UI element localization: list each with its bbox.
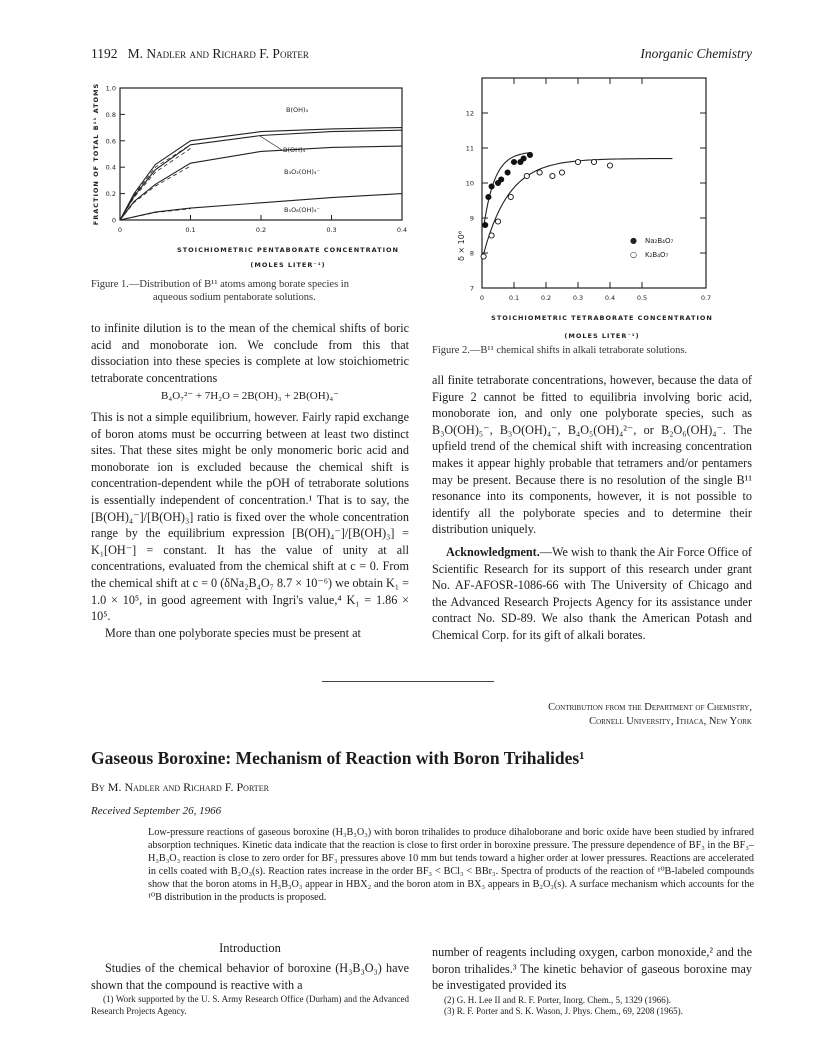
received-date: Received September 26, 1966 [91,805,222,817]
x-tick-label: 0.2 [255,226,267,234]
curve-solid-1 [120,130,402,220]
acknowledgment-body: —We wish to thank the Air Force Office of Scientific Research for its support of this research under grant No. AF-AFOSR-1086-66 with The University of Chicago and the Advanced Research Projects Agency for its assistance under contract No. SD-89. We also thank the American Potash and Chemical Corp. for its gift of alkali borates. [432,544,752,642]
point-k2b4o7 [559,170,564,175]
x-tick-label: 0.4 [396,226,408,234]
right-column [432,372,752,644]
y-tick-label: 10 [465,179,474,188]
curve-solid-2 [120,146,402,220]
y-tick-label: 0.4 [105,163,116,172]
fit-curve-na [484,153,532,228]
point-na2b4o7 [486,194,491,199]
curve-label-b3o3: B₃O₃(OH)₄⁻ [284,168,320,176]
x-tick-label: 0.3 [326,226,337,234]
left-paragraph-1: to infinite dilution is to the mean of the chemical shifts of boric acid and monoborate ion. We conclude from this that dissociation into these species is complete at low stoichiometric tetraborate concentrations [91,321,409,385]
y-tick-label: 7 [469,284,474,293]
left-paragraph-2: This is not a simple equilibrium, however. Fairly rapid exchange of boron atoms must be occurring between at least two distinct sites. That these sites might be only monomeric boric acid and monoborate ion is excluded because the chemical shift is concentration-dependent while the pOH of tetraborate solutions is essentially independent of concentration.¹ That is to say, the [B(OH)₄⁻]/[B(OH)₃] ratio is fixed over the whole concentration range by the equilibrium expression [B(OH)₄⁻]/[B(OH)₃] = K₁[OH⁻] = constant. It has the value of unity at all concentrations, evaluated from the chemical shift at c = 0. From the chemical shift at c = 0 (δNa₂B₄O₇ 8.7 × 10⁻⁶) we obtain K₁ = 1.0 × 10⁵, in good agreement with Ingri's value,⁴ K₁ = 1.86 × 10⁵. [91,409,409,624]
point-na2b4o7 [499,177,504,182]
left-paragraph-3: More than one polyborate species must be present at [105,625,361,640]
acknowledgment-title: Acknowledgment. [446,544,540,559]
equation-1: B₄O₇²⁻ + 7H₂O = 2B(OH)₃ + 2B(OH)₄⁻ [161,390,339,403]
curve-label-pointer [260,136,282,150]
figure-1-curves [120,128,402,220]
figure-2-plot-frame [482,78,706,288]
point-na2b4o7 [505,170,510,175]
point-k2b4o7 [524,173,529,178]
curve-dashed-0 [120,145,191,220]
acknowledgment [432,544,752,644]
figure-1-y-ticks [106,85,125,225]
x-tick-label: 0.7 [700,294,712,302]
article-byline: By M. Nadler and Richard F. Porter [91,780,269,794]
article-title: Gaseous Boroxine: Mechanism of Reaction with Boron Trihalides¹ [91,748,585,768]
header-authors: M. Nadler and Richard F. Porter [127,46,309,61]
figure-2-x-units: (MOLES LITER⁻¹) [564,332,640,340]
figure-1-caption: Figure 1.—Distribution of B¹¹ atoms among borate species in aqueous sodium pentaborate solutions. [91,279,349,303]
curve-label-boh3: B(OH)₃ [286,106,309,114]
point-k2b4o7 [537,170,542,175]
legend-label-k: K₂B₄O₇ [645,251,669,259]
left-column [91,320,409,641]
y-tick-label: 0.8 [105,110,116,119]
section-divider [322,681,494,682]
right-paragraph-1: all finite tetraborate concentrations, however, because the data of Figure 2 cannot be fitted to equilibria involving boric acid, monoborate ion, and only one polyborate species, such as B₃O(OH)₅⁻, B₃O(OH)₄⁻, B₄O₅(OH)₄²⁻, or B₂O₆(OH)₄⁻. The upfield trend of the chemical shift with increasing concentration makes it appear highly probable that tetramers and/or pentamers may be present. Because there is no resolution of the single B¹¹ resonance into its components, however, it is not possible to identify all the polyborate species and to determine their distribution uniquely. [432,373,752,537]
y-tick-label: 9 [469,214,474,223]
x-tick-label: 0.3 [572,294,584,302]
x-tick-label: 0.2 [540,294,552,302]
introduction-left: Studies of the chemical behavior of boroxine (H₃B₃O₃) have shown that the compound is reactive with a (1) Work supported by the U. S. Army Research Office (Durham) and the Advanced Research Projects Agency. [91,961,409,1016]
curve-dashed-3 [120,209,191,220]
y-tick-label: 11 [465,144,474,153]
x-tick-label: 0 [479,294,485,302]
point-na2b4o7 [483,222,488,227]
curve-label-boh4: B(OH)₄⁻ [283,146,309,154]
page-header-left [91,46,309,62]
curve-label-b5o6: B₅O₆(OH)₄⁻ [284,206,320,214]
figure-2-caption: Figure 2.—B¹¹ chemical shifts in alkali tetraborate solutions. [432,345,688,356]
contribution-block: Contribution from the Department of Chemistry, Cornell University, Ithaca, New York [548,702,752,727]
figure-1-x-ticks [118,215,407,234]
point-k2b4o7 [489,233,494,238]
y-tick-label: 12 [465,109,474,118]
y-tick-label: 0 [111,216,116,225]
legend-marker-na: ● [630,236,637,245]
y-tick-label: 8 [469,249,474,258]
point-na2b4o7 [489,184,494,189]
point-na2b4o7 [521,156,526,161]
introduction-heading: Introduction [219,941,281,955]
figure-2-chart [440,68,720,348]
figure-2-x-label: STOICHIOMETRIC TETRABORATE CONCENTRATION [491,314,713,322]
y-tick-label: 0.2 [105,190,116,199]
footnote-2: (2) G. H. Lee II and R. F. Porter, Inorg. Chem., 5, 1329 (1966). [444,994,671,1005]
x-tick-label: 0.1 [508,294,520,302]
x-tick-label: 0.5 [636,294,648,302]
point-na2b4o7 [527,152,532,157]
figure-1-x-label: STOICHIOMETRIC PENTABORATE CONCENTRATION [177,246,399,254]
introduction-right: number of reagents including oxygen, carbon monoxide,² and the boron trihalides.³ The kinetic behavior of gaseous boroxine may be investigated provided its (2) G. H. Lee II and R. F. Porter, Inorg. Chem., 5, 1329 (1966). (3) R. F. Porter and S. K. Wason, J. Phys. Chem., 69, 2208 (1965). [432,945,752,1017]
figure-2-x-ticks [480,78,711,302]
x-tick-label: 0 [117,226,123,234]
figure-1-plot-frame [120,88,402,220]
point-k2b4o7 [550,173,555,178]
journal-name: Inorganic Chemistry [640,46,752,61]
figure-2-y-label: δ × 10⁶ [457,230,466,262]
footnote-1: (1) Work supported by the U. S. Army Research Office (Durham) and the Advanced Research Projects Agency. [91,994,409,1016]
figure-1-x-units: (MOLES LITER⁻¹) [250,261,326,269]
page-number: 1192 [91,46,118,61]
point-k2b4o7 [508,194,513,199]
point-k2b4o7 [495,219,500,224]
legend-marker-k: ○ [630,250,637,259]
figure-1-y-label: FRACTION OF TOTAL B¹¹ ATOMS [92,82,100,226]
point-k2b4o7 [481,254,486,259]
x-tick-label: 0.1 [185,226,196,234]
footnote-3: (3) R. F. Porter and S. K. Wason, J. Phys. Chem., 69, 2208 (1965). [444,1006,683,1017]
figure-1-chart [88,80,408,276]
point-k2b4o7 [607,163,612,168]
abstract: Low-pressure reactions of gaseous boroxine (H₃B₃O₃) with boron trihalides to produce dihaloborane and boric oxide have been studied by infrared absorption techniques. Kinetic data indicate that the reaction is close to first order in boroxine pressure. The pressure dependence of BF₃ in the BF₃–H₃B₃O₃ reaction is close to zero order for BF₃ pressures above 10 mm but tends toward a higher order at lower pressures. Reactions are accelerated in cells coated with B₂O₃(s). Reaction rates increase in the order BF₃ < BCl₃ < BBr₃. Spectra of products of the reaction of ¹⁰B-labeled compounds show that the boron atoms in H₃B₃O₃ appear in HBX₂ and the boron atom in BX₃ appears in B₂O₃(s). A surface mechanism which accounts for the ¹⁰B distribution in the products is proposed. [148,827,754,904]
y-tick-label: 0.6 [105,137,116,146]
point-k2b4o7 [575,159,580,164]
x-tick-label: 0.4 [604,294,616,302]
y-tick-label: 1.0 [105,84,116,93]
legend-label-na: Na₂B₄O₇ [645,237,674,245]
curve-solid-0 [120,128,402,220]
point-na2b4o7 [511,159,516,164]
figure-2-y-ticks [466,110,706,293]
point-k2b4o7 [591,159,596,164]
